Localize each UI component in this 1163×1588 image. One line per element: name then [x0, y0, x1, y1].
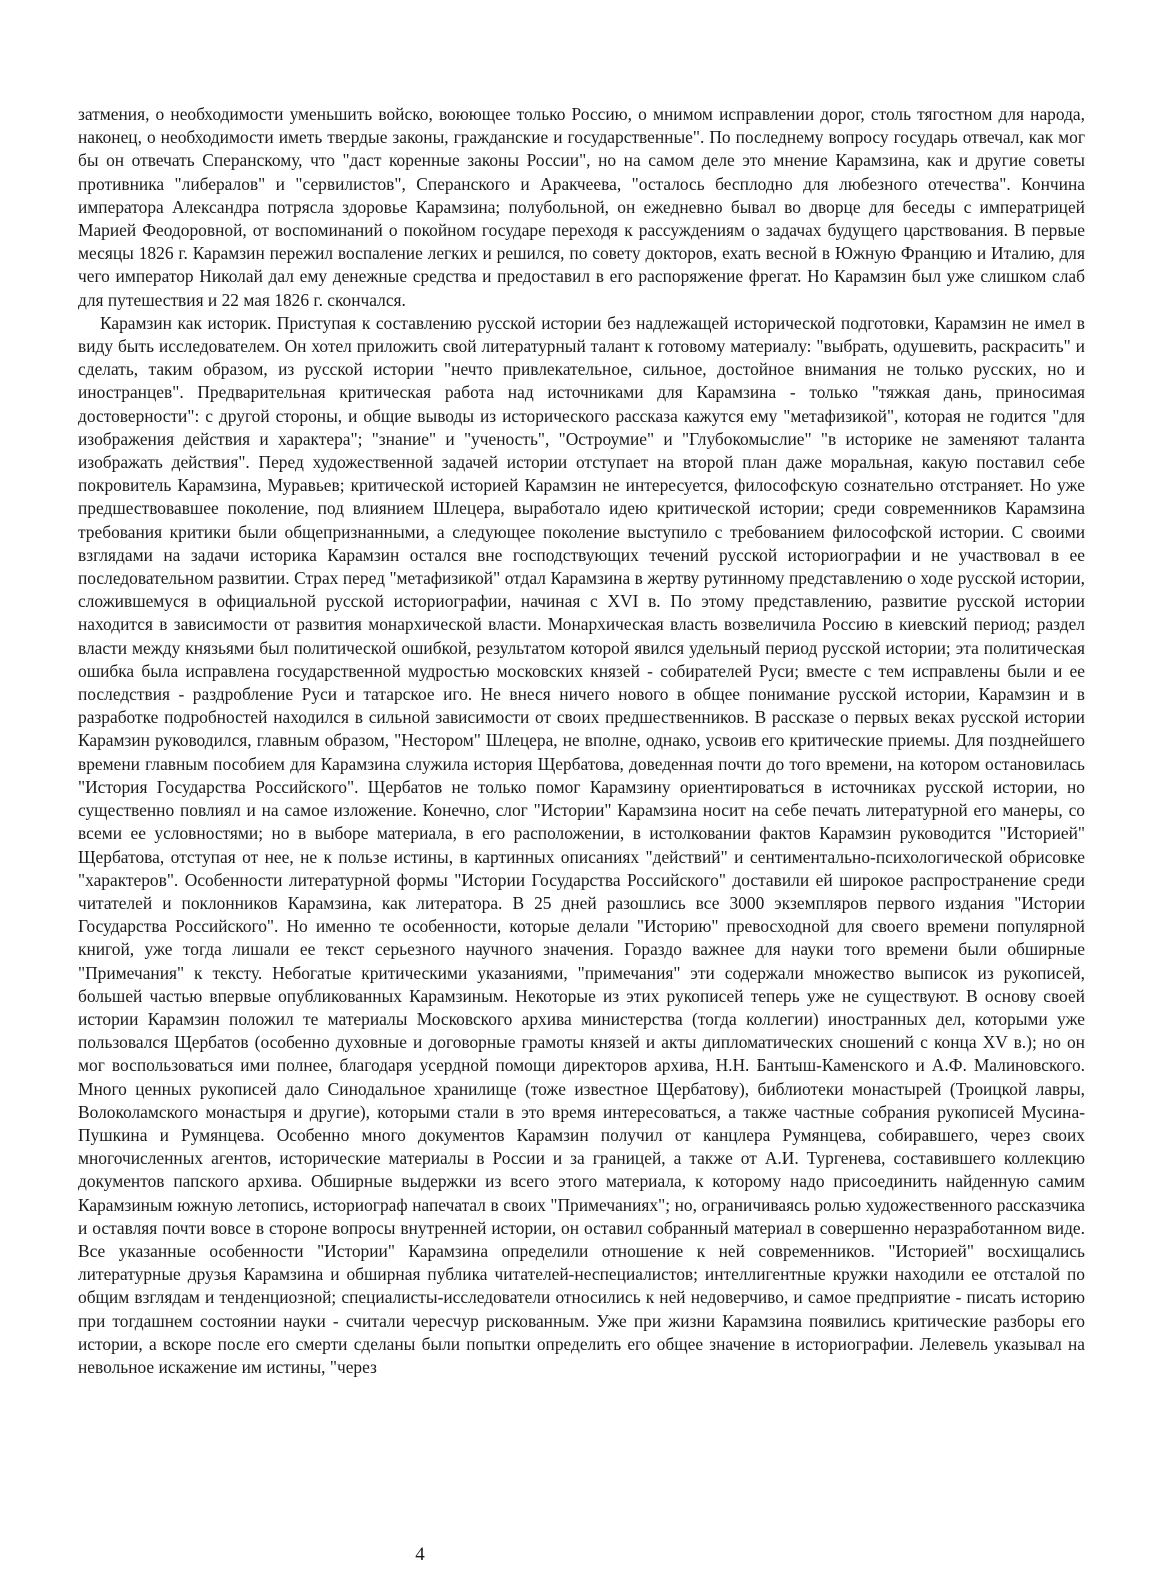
- document-page: [78, 103, 1085, 1379]
- paragraph-continuation: затмения, о необходимости уменьшить войско, воюющее только Россию, о мнимом исправлении дорог, столь тягостном для народа, наконец, о необходимости иметь твердые законы, гражданские и государственные". По последнему вопросу государь отвечал, как мог бы он отвечать Сперанскому, что "даст коренные законы России", но на самом деле это мнение Карамзина, как и другие советы противника "либералов" и "сервилистов", Сперанского и Аракчеева, "осталось бесплодно для любезного отечества". Кончина императора Александра потрясла здоровье Карамзина; полубольной, он ежедневно бывал во дворце для беседы с императрицей Марией Феодоровной, от воспоминаний о покойном государе переходя к рассуждениям о задачах будущего царствования. В первые месяцы 1826 г. Карамзин пережил воспаление легких и решился, по совету докторов, ехать весной в Южную Францию и Италию, для чего император Николай дал ему денежные средства и предоставил в его распоряжение фрегат. Но Карамзин был уже слишком слаб для путешествия и 22 мая 1826 г. скончался.: [78, 104, 1085, 310]
- paragraph-karamzin-historian: Карамзин как историк. Приступая к составлению русской истории без надлежащей исторической подготовки, Карамзин не имел в виду быть исследователем. Он хотел приложить свой литературный талант к готовому материалу: "выбрать, одушевить, раскрасить" и сделать, таким образом, из русской истории "нечто привлекательное, сильное, достойное внимания не только русских, но и иностранцев". Предварительная критическая работа над источниками для Карамзина - только "тяжкая дань, приносимая достоверности": с другой стороны, и общие выводы из исторического рассказа кажутся ему "метафизикой", которая не годится "для изображения действия и характера"; "знание" и "ученость", "Остроумие" и "Глубокомыслие" "в историке не заменяют таланта изображать действия". Перед художественной задачей истории отступает на второй план даже моральная, какую поставил себе покровитель Карамзина, Муравьев; критической историей Карамзин не интересуется, философскую сознательно отстраняет. Но уже предшествовавшее поколение, под влиянием Шлецера, выработало идею критической истории; среди современников Карамзина требования критики были общепризнанными, а следующее поколение выступило с требованием философской истории. С своими взглядами на задачи историка Карамзин остался вне господствующих течений русской историографии и не участвовал в ее последовательном развитии. Страх перед "метафизикой" отдал Карамзина в жертву рутинному представлению о ходе русской истории, сложившемуся в официальной русской историографии, начиная с XVI в. По этому представлению, развитие русской истории находится в зависимости от развития монархической власти. Монархическая власть возвеличила Россию в киевский период; раздел власти между князьями был политической ошибкой, результатом которой явился удельный период русской истории; эта политическая ошибка была исправлена государственной мудростью московских князей - собирателей Руси; вместе с тем исправлены были и ее последствия - раздробление Руси и татарское иго. Не внеся ничего нового в общее понимание русской истории, Карамзин и в разработке подробностей находился в сильной зависимости от своих предшественников. В рассказе о первых веках русской истории Карамзин руководился, главным образом, "Нестором" Шлецера, не вполне, однако, усвоив его критические приемы. Для позднейшего времени главным пособием для Карамзина служила история Щербатова, доведенная почти до того времени, на котором остановилась "История Государства Российского". Щербатов не только помог Карамзину ориентироваться в источниках русской истории, но существенно повлиял и на самое изложение. Конечно, слог "Истории" Карамзина носит на себе печать литературной его манеры, со всеми ее условностями; но в выборе материала, в его расположении, в истолковании фактов Карамзин руководится "Историей" Щербатова, отступая от нее, не к пользе истины, в картинных описаниях "действий" и сентиментально-психологической обрисовке "характеров". Особенности литературной формы "Истории Государства Российского" доставили ей широкое распространение среди читателей и поклонников Карамзина, как литератора. В 25 дней разошлись все 3000 экземпляров первого издания "Истории Государства Российского". Но именно те особенности, которые делали "Историю" превосходной для своего времени популярной книгой, уже тогда лишали ее текст серьезного научного значения. Гораздо важнее для науки того времени были обширные "Примечания" к тексту. Небогатые критическими указаниями, "примечания" эти содержали множество выписок из рукописей, большей частью впервые опубликованных Карамзиным. Некоторые из этих рукописей теперь уже не существуют. В основу своей истории Карамзин положил те материалы Московского архива министерства (тогда коллегии) иностранных дел, которыми уже пользовался Щербатов (особенно духовные и договорные грамоты князей и акты дипломатических сношений с конца XV в.); но он мог воспользоваться ими полнее, благодаря усердной помощи директоров архива, Н.Н. Бантыш-Каменского и А.Ф. Малиновского. Много ценных рукописей дало Синодальное хранилище (тоже известное Щербатову), библиотеки монастырей (Троицкой лавры, Волоколамского монастыря и другие), которыми стали в это время интересоваться, а также частные собрания рукописей Мусина-Пушкина и Румянцева. Особенно много документов Карамзин получил от канцлера Румянцева, собиравшего, через своих многочисленных агентов, исторические материалы в России и за границей, а также от А.И. Тургенева, составившего коллекцию документов папского архива. Обширные выдержки из всего этого материала, к которому надо присоединить найденную самим Карамзиным южную летопись, историограф напечатал в своих "Примечаниях"; но, ограничиваясь ролью художественного рассказчика и оставляя почти вовсе в стороне вопросы внутренней истории, он оставил собранный материал в совершенно неразработанном виде. Все указанные особенности "Истории" Карамзина определили отношение к ней современников. "Историей" восхищались литературные друзья Карамзина и обширная публика читателей-неспециалистов; интеллигентные кружки находили ее отсталой по общим взглядам и тенденциозной; специалисты-исследователи относились к ней недоверчиво, и самое предприятие - писать историю при тогдашнем состоянии науки - считали чересчур рискованным. Уже при жизни Карамзина появились критические разборы его истории, а вскоре после его смерти сделаны были попытки определить его общее значение в историографии. Лелевель указывал на невольное искажение им истины, "через: [78, 312, 1085, 1377]
- page-number: 4: [415, 1544, 425, 1565]
